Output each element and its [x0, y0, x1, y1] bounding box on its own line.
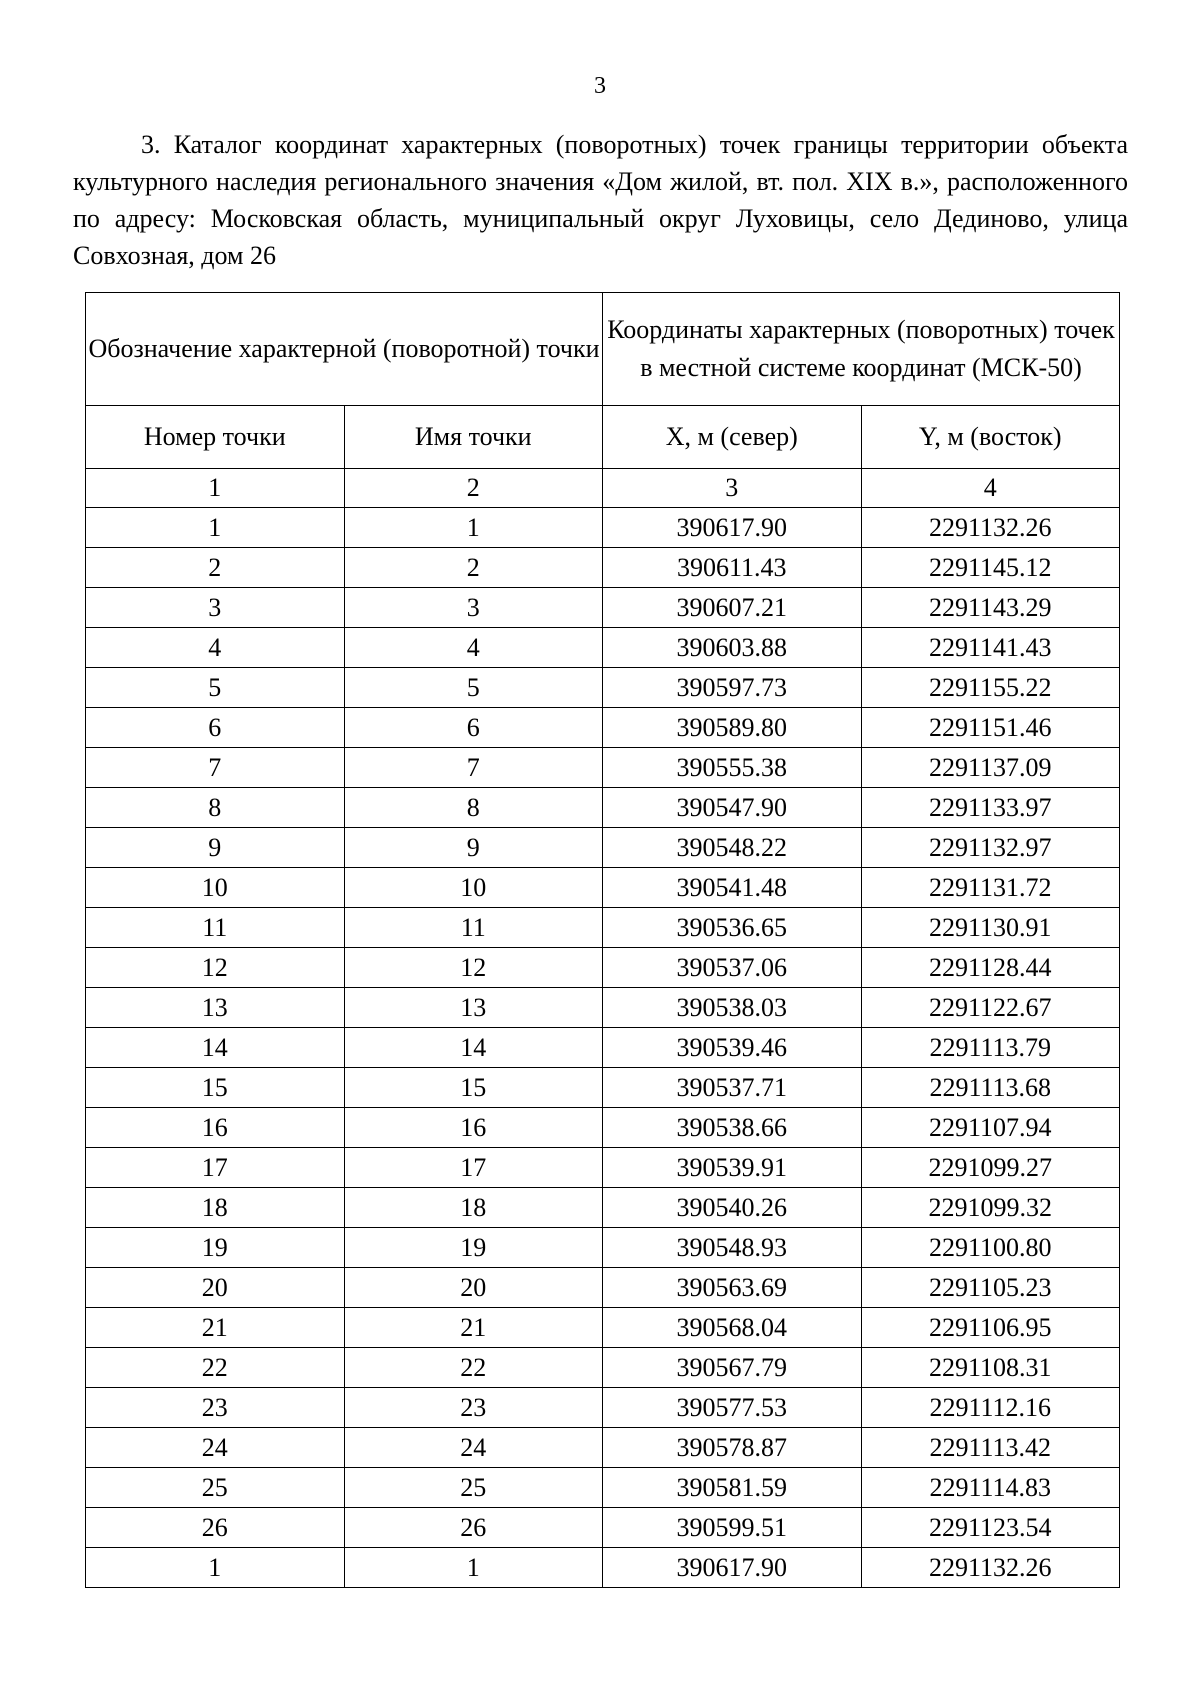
x-coordinate-cell: 390568.04	[603, 1308, 862, 1348]
y-coordinate-cell: 2291108.31	[861, 1348, 1120, 1388]
point-number-cell: 26	[86, 1508, 345, 1548]
x-coordinate-cell: 390536.65	[603, 908, 862, 948]
y-coordinate-cell: 2291130.91	[861, 908, 1120, 948]
y-coordinate-cell: 2291122.67	[861, 988, 1120, 1028]
y-coordinate-cell: 2291113.79	[861, 1028, 1120, 1068]
point-name-cell: 7	[344, 748, 603, 788]
point-number-cell: 11	[86, 908, 345, 948]
column-number: 3	[603, 469, 862, 508]
point-name-cell: 13	[344, 988, 603, 1028]
point-number-cell: 1	[86, 1548, 345, 1588]
point-number-cell: 21	[86, 1308, 345, 1348]
table-row	[86, 508, 1120, 548]
point-number-cell: 17	[86, 1148, 345, 1188]
point-number-cell: 5	[86, 668, 345, 708]
y-coordinate-cell: 2291105.23	[861, 1268, 1120, 1308]
x-coordinate-cell: 390611.43	[603, 548, 862, 588]
column-number: 4	[861, 469, 1120, 508]
header-coordinates: Координаты характерных (поворотных) точек в местной системе координат (МСК-50)	[603, 293, 1120, 406]
y-coordinate-cell: 2291128.44	[861, 948, 1120, 988]
x-coordinate-cell: 390539.46	[603, 1028, 862, 1068]
y-coordinate-cell: 2291132.97	[861, 828, 1120, 868]
table-row	[86, 1068, 1120, 1108]
point-number-cell: 12	[86, 948, 345, 988]
table-row	[86, 908, 1120, 948]
point-number-cell: 6	[86, 708, 345, 748]
table-row	[86, 548, 1120, 588]
table-row	[86, 588, 1120, 628]
column-number-row	[86, 469, 1120, 508]
point-name-cell: 9	[344, 828, 603, 868]
point-name-cell: 16	[344, 1108, 603, 1148]
table-row	[86, 828, 1120, 868]
point-name-cell: 21	[344, 1308, 603, 1348]
table-row	[86, 1428, 1120, 1468]
header-point-number: Номер точки	[86, 406, 345, 469]
header-point-name: Имя точки	[344, 406, 603, 469]
point-name-cell: 10	[344, 868, 603, 908]
page-number: 3	[594, 73, 606, 99]
y-coordinate-cell: 2291106.95	[861, 1308, 1120, 1348]
y-coordinate-cell: 2291137.09	[861, 748, 1120, 788]
point-number-cell: 9	[86, 828, 345, 868]
point-name-cell: 2	[344, 548, 603, 588]
y-coordinate-cell: 2291155.22	[861, 668, 1120, 708]
y-coordinate-cell: 2291099.27	[861, 1148, 1120, 1188]
column-number: 1	[86, 469, 345, 508]
point-name-cell: 3	[344, 588, 603, 628]
table-row	[86, 868, 1120, 908]
point-number-cell: 19	[86, 1228, 345, 1268]
table-row	[86, 1548, 1120, 1588]
point-number-cell: 10	[86, 868, 345, 908]
point-name-cell: 14	[344, 1028, 603, 1068]
point-number-cell: 1	[86, 508, 345, 548]
column-number: 2	[344, 469, 603, 508]
x-coordinate-cell: 390555.38	[603, 748, 862, 788]
coordinates-table	[85, 292, 1120, 1588]
catalog-intro-paragraph: 3. Каталог координат характерных (поворотных) точек границы территории объекта культурного наследия регионального значения «Дом жилой, вт. пол. XIX в.», расположенного по адресу: Московская область, муниципальный округ Луховицы, село Дединово, улица Совхозная, дом 26	[73, 130, 1128, 270]
point-name-cell: 8	[344, 788, 603, 828]
point-name-cell: 11	[344, 908, 603, 948]
point-number-cell: 24	[86, 1428, 345, 1468]
y-coordinate-cell: 2291132.26	[861, 508, 1120, 548]
header-point-designation: Обозначение характерной (поворотной) точки	[86, 293, 603, 406]
point-name-cell: 15	[344, 1068, 603, 1108]
x-coordinate-cell: 390617.90	[603, 1548, 862, 1588]
header-x-north: X, м (север)	[603, 406, 862, 469]
point-name-cell: 24	[344, 1428, 603, 1468]
y-coordinate-cell: 2291114.83	[861, 1468, 1120, 1508]
table-row	[86, 948, 1120, 988]
x-coordinate-cell: 390538.66	[603, 1108, 862, 1148]
x-coordinate-cell: 390540.26	[603, 1188, 862, 1228]
y-coordinate-cell: 2291100.80	[861, 1228, 1120, 1268]
y-coordinate-cell: 2291112.16	[861, 1388, 1120, 1428]
y-coordinate-cell: 2291141.43	[861, 628, 1120, 668]
point-number-cell: 4	[86, 628, 345, 668]
point-name-cell: 1	[344, 508, 603, 548]
y-coordinate-cell: 2291113.42	[861, 1428, 1120, 1468]
x-coordinate-cell: 390581.59	[603, 1468, 862, 1508]
point-number-cell: 15	[86, 1068, 345, 1108]
y-coordinate-cell: 2291123.54	[861, 1508, 1120, 1548]
point-number-cell: 23	[86, 1388, 345, 1428]
table-row	[86, 668, 1120, 708]
x-coordinate-cell: 390607.21	[603, 588, 862, 628]
y-coordinate-cell: 2291131.72	[861, 868, 1120, 908]
table-subheader-row	[86, 406, 1120, 469]
y-coordinate-cell: 2291107.94	[861, 1108, 1120, 1148]
x-coordinate-cell: 390538.03	[603, 988, 862, 1028]
point-number-cell: 16	[86, 1108, 345, 1148]
x-coordinate-cell: 390578.87	[603, 1428, 862, 1468]
point-name-cell: 23	[344, 1388, 603, 1428]
point-number-cell: 20	[86, 1268, 345, 1308]
table-row	[86, 988, 1120, 1028]
table-row	[86, 788, 1120, 828]
x-coordinate-cell: 390567.79	[603, 1348, 862, 1388]
point-name-cell: 17	[344, 1148, 603, 1188]
point-name-cell: 5	[344, 668, 603, 708]
point-name-cell: 18	[344, 1188, 603, 1228]
point-number-cell: 3	[86, 588, 345, 628]
x-coordinate-cell: 390548.22	[603, 828, 862, 868]
table-row	[86, 1268, 1120, 1308]
table-row	[86, 1148, 1120, 1188]
table-row	[86, 1228, 1120, 1268]
x-coordinate-cell: 390603.88	[603, 628, 862, 668]
point-number-cell: 13	[86, 988, 345, 1028]
table-row	[86, 1388, 1120, 1428]
x-coordinate-cell: 390539.91	[603, 1148, 862, 1188]
x-coordinate-cell: 390617.90	[603, 508, 862, 548]
x-coordinate-cell: 390599.51	[603, 1508, 862, 1548]
table-row	[86, 1308, 1120, 1348]
table-row	[86, 628, 1120, 668]
x-coordinate-cell: 390541.48	[603, 868, 862, 908]
table-header-row	[86, 293, 1120, 406]
x-coordinate-cell: 390537.06	[603, 948, 862, 988]
table-row	[86, 1508, 1120, 1548]
x-coordinate-cell: 390547.90	[603, 788, 862, 828]
x-coordinate-cell: 390577.53	[603, 1388, 862, 1428]
point-name-cell: 6	[344, 708, 603, 748]
point-name-cell: 4	[344, 628, 603, 668]
point-number-cell: 18	[86, 1188, 345, 1228]
y-coordinate-cell: 2291143.29	[861, 588, 1120, 628]
coordinates-table-body	[86, 508, 1120, 1588]
table-row	[86, 708, 1120, 748]
table-row	[86, 1348, 1120, 1388]
point-number-cell: 22	[86, 1348, 345, 1388]
table-row	[86, 1468, 1120, 1508]
point-number-cell: 14	[86, 1028, 345, 1068]
table-row	[86, 748, 1120, 788]
y-coordinate-cell: 2291145.12	[861, 548, 1120, 588]
y-coordinate-cell: 2291099.32	[861, 1188, 1120, 1228]
y-coordinate-cell: 2291113.68	[861, 1068, 1120, 1108]
x-coordinate-cell: 390537.71	[603, 1068, 862, 1108]
table-row	[86, 1188, 1120, 1228]
point-number-cell: 25	[86, 1468, 345, 1508]
point-name-cell: 12	[344, 948, 603, 988]
y-coordinate-cell: 2291132.26	[861, 1548, 1120, 1588]
point-name-cell: 22	[344, 1348, 603, 1388]
table-row	[86, 1028, 1120, 1068]
point-number-cell: 2	[86, 548, 345, 588]
point-name-cell: 19	[344, 1228, 603, 1268]
point-name-cell: 26	[344, 1508, 603, 1548]
header-y-east: Y, м (восток)	[861, 406, 1120, 469]
x-coordinate-cell: 390548.93	[603, 1228, 862, 1268]
x-coordinate-cell: 390563.69	[603, 1268, 862, 1308]
y-coordinate-cell: 2291133.97	[861, 788, 1120, 828]
point-number-cell: 8	[86, 788, 345, 828]
y-coordinate-cell: 2291151.46	[861, 708, 1120, 748]
point-number-cell: 7	[86, 748, 345, 788]
x-coordinate-cell: 390589.80	[603, 708, 862, 748]
x-coordinate-cell: 390597.73	[603, 668, 862, 708]
point-name-cell: 20	[344, 1268, 603, 1308]
point-name-cell: 25	[344, 1468, 603, 1508]
table-row	[86, 1108, 1120, 1148]
point-name-cell: 1	[344, 1548, 603, 1588]
